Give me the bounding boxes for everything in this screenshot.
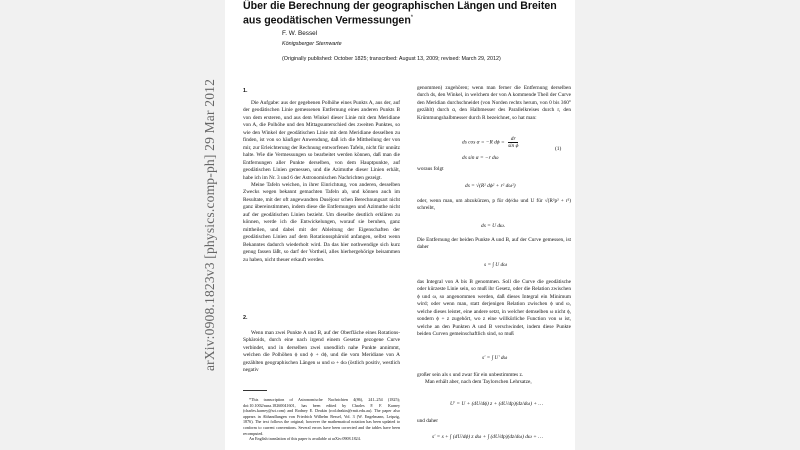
right-paragraph-4 <box>417 237 571 252</box>
section-1-body <box>243 100 400 264</box>
equation-number: (1) <box>555 146 562 152</box>
footnote-text: An English translation of this paper is available at arXiv:0908.1824. <box>249 436 361 442</box>
arxiv-identifier: arXiv:0908.1823v3 [physics.comp-ph] 29 Mar 2012 <box>202 78 217 372</box>
paragraph: woraus folgt <box>417 166 444 172</box>
paper-title-text: Über die Berechnung der geographischen Längen und Breiten aus geodätischen Vermessungen <box>243 0 557 27</box>
right-paragraph-3 <box>417 198 571 213</box>
footnote <box>243 397 400 442</box>
author-name: F. W. Bessel <box>282 30 318 37</box>
paragraph: und daher <box>417 418 439 424</box>
section-heading-2: 2. <box>243 315 248 321</box>
paragraph: genommen) zugehören; wenn man ferner die Entfernung derselben durch ds, den Winkel, in welchem der von A kommende Theil der Curve den Meridian durchschneidet (von Norden rechts herum, von 0 bis 360° gezählt) durch α, den Halbmesser des Parallelkreises durch r, den Krümmungshalbmesser durch R bezeichnet, so hat man: <box>417 85 571 121</box>
paragraph: Die Aufgabe: aus der gegebenen Polhöhe eines Punkts A, aus der, auf der geodätischen Linie gemessenen Entfernung eines anderen Punkts B von dem ersteren, und aus dem Winkel dieser Linie mit dem Meridiane von A, die Polhöhe und den Mittagsunterschied des zweiten Punktes, so wie den Winkel der geodätischen Linie mit dem Meridiane desselben zu finden, ist von so häufiger Anwendung, daß ich die Mittheilung der von mir, zur Erleichterung der Rechnung entworfenen Tafeln, nicht für unnütz halte. Wie die Vermessungen so bearbeitet werden können, daß man die Entfernungen aller Punkte derselben, von dem Hauptpunkte, auf geodätischen Linien gemessen, und die Azimuthe dieser Linien erhält, habe ich im Nr. 3 und 6 der Astronomischen Nachrichten gezeigt. <box>243 100 400 181</box>
paragraph: Man erhält aber, nach dem Taylorschen Lehrsatze, <box>425 379 532 386</box>
equation-1a <box>462 136 518 149</box>
equation-7: s′ = s + ∫ (dU/dϕ) z dω + ∫ (dU/dp)(dz/dω) dω + … <box>432 434 543 440</box>
equation-5: s′ = ∫ U′ dω <box>482 355 508 361</box>
viewer-background-left <box>0 0 225 450</box>
section-2-body <box>243 330 400 375</box>
paragraph: das Integral von A bis B genommen. Soll die Curve die geodätische oder kürzeste Linie sein, so muß ihr Gesetz, oder die Relation zwischen ϕ und ω, so angenommen werden, daß dieses Integral ein Minimum wird; oder wenn man, statt derjenigen Relation zwischen ϕ und ω, welche dieses leistet, eine andere setzt, in welcher demselben ω nicht ϕ, sondern ϕ + z zugehört, wo z eine willkürliche Function von ω ist, welche an den Punkten A und B verschwindet, indem diese Punkte beiden Curven gemeinschaftlich sind, so muß <box>417 279 571 338</box>
paragraph: großer sein als s und zwar für ein unbestimmtes z. <box>417 372 524 378</box>
viewer-background-right <box>575 0 800 450</box>
equation-3: ds = U dω. <box>481 223 506 229</box>
equation-4: s = ∫ U dω <box>484 262 507 268</box>
paragraph: Meine Tafeln weichen, in ihrer Einrichtung, von anderen, desselben Zwecks wegen bekannt gemachten Tafeln ab, und können auch im Resultate, mit der oft angewandten Duséjour schen Berechnungsart nicht ganz übereinstimmen, indem diese die Entfernungen und Azimuthe nicht auf der geodätischen Linien bezieht. Um dieselbe deutlich erklären zu können, werde ich die Entwickelungen, worauf sie beruhen, ganz mittheilen, und dabei mit der Ableitung der Eigenschaften der geodätischen Linien auf dem Rotationssphäroid anfangen, selbst wenn Bekanntes dadurch wiederholt wird. Da das hier nothwendige sich kurz genug fassen läßt, so darf der Vortheil, alles hierhergehörige beisammen zu haben, nicht theuer erkauft werden. <box>243 181 400 263</box>
paragraph: oder, wenn man, um abzukürzen, p für dϕ/dω und U für √(R²p² + r²) schreibt, <box>417 198 571 212</box>
right-paragraph-7 <box>417 418 571 425</box>
section-heading-1: 1. <box>243 88 248 94</box>
paper-page <box>235 0 575 450</box>
equation-6: U′ = U + (dU/dϕ) z + (dU/dp)(dz/dω) + … <box>450 401 544 407</box>
equation-text: ds cos α = −R dϕ = <box>462 139 505 146</box>
fraction-denominator: sin ϕ <box>507 143 519 149</box>
footnote-text: *This transcription of Astronomische Nachrichten 4(86), 241–254 (1825); doi:10.1002/asna.18260041601, has been edited by Charles F. F. Karney (charles.karney@sri.com) and Rodney E. Deakin (rod.deakin@rmit.edu.au). The paper also appears in Abhandlungen von Friedrich Wilhelm Bessel, Vol. 3 (W. Engelmann, Leipzig, 1876). The text follows the original; however the mathematical notation has been updated to conform to current conventions. Several errors have been corrected and the tables have been recomputed. <box>243 397 400 436</box>
equation-1b: ds sin α = −r dω <box>462 155 499 161</box>
equation-2: ds = √(R² dϕ² + r² dω²) <box>465 183 516 189</box>
fraction-numerator: dr <box>508 136 518 143</box>
publication-info: (Originally published: October 1825; transcribed: August 13, 2009; revised: March 29, 2012) <box>282 56 501 62</box>
footnote-rule <box>243 390 267 391</box>
fraction <box>508 136 518 149</box>
right-paragraph-1 <box>417 85 571 122</box>
paragraph: Wenn man zwei Punkte A und B, auf der Oberfläche eines Rotations-Sphäroids, durch eine nach irgend einem Gesetze gezogene Curve verbindet, und in derselben zwei unendlich nahe Punkte annimmt, welchen die Polhöhen ϕ und ϕ + dϕ, und die vom Meridiane von A gezählten geographischen Längen ω und ω + dω (östlich positiv, westlich negativ <box>243 330 400 374</box>
paper-title <box>243 0 573 27</box>
right-paragraph-6 <box>417 372 571 387</box>
paragraph: Die Entfernung der beiden Punkte A und B, auf der Curve gemessen, ist daher <box>417 237 571 251</box>
right-paragraph-2 <box>417 166 571 173</box>
title-footnote-mark: * <box>410 15 414 21</box>
right-paragraph-5 <box>417 279 571 339</box>
author-affiliation: Königsberger Sternwarte <box>282 41 342 47</box>
